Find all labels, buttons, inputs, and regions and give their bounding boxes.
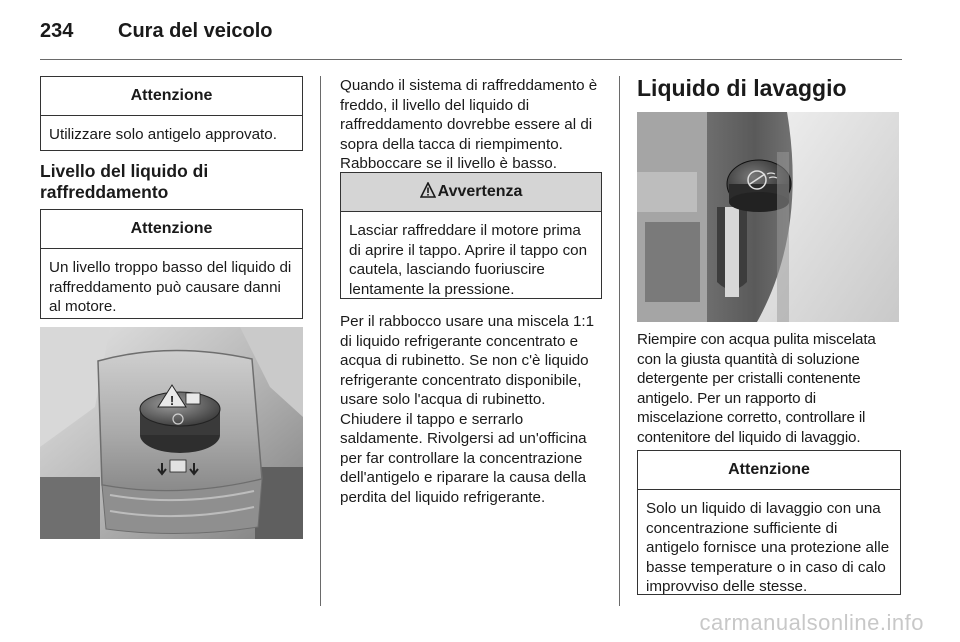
site-credit: carmanualsonline.info — [699, 610, 924, 635]
notice-box-antifreeze — [40, 76, 303, 151]
warning-icon — [420, 182, 436, 198]
notice-body: Utilizzare solo antigelo approvato. — [49, 126, 277, 143]
notice-body: Solo un liquido di lavaggio con una concentrazione sufficiente di antigelo fornisce una protezione alle basse temperature o in caso di calo improvviso delle stesse. — [646, 500, 890, 595]
column-left — [40, 76, 303, 315]
section-title-washer: Liquido di lavaggio — [637, 75, 847, 101]
coolant-reservoir-illustration — [40, 327, 303, 539]
warning-body: Lasciar raffreddare il motore prima di aprire il tappo. Aprire il tappo con cautela, lasciando fuoriuscire lentamente la pressione. — [349, 222, 588, 298]
notice-body: Un livello troppo basso del liquido di raffreddamento può causare danni al motore. — [49, 259, 292, 315]
warning-box — [340, 172, 602, 299]
column-right — [637, 74, 901, 102]
warning-heading-text: Avvertenza — [437, 183, 523, 200]
washer-paragraph: Riempire con acqua pulita miscelata con la giusta quantità di soluzione detergente per cristalli contenente antigelo. Per un rapporto di miscelazione corretto, controllare il contenitore del liquido di lavaggio. — [637, 331, 876, 446]
column-right-text — [637, 330, 901, 595]
page-number: 234 — [40, 20, 74, 42]
svg-text:!: ! — [169, 393, 175, 408]
notice-box-coolant-level — [40, 209, 303, 319]
notice-heading: Attenzione — [638, 451, 900, 490]
washer-reservoir-illustration — [637, 112, 899, 322]
column-middle — [340, 76, 602, 506]
section-title-coolant: Livello del liquido di raffreddamento — [40, 161, 209, 202]
washer-reservoir-photo — [637, 112, 899, 322]
notice-heading: Attenzione — [41, 77, 302, 116]
warning-heading — [341, 173, 601, 212]
page-title: Cura del veicolo — [118, 20, 273, 42]
header-divider — [40, 59, 902, 60]
coolant-reservoir-photo — [40, 327, 303, 539]
refill-paragraph: Per il rabbocco usare una miscela 1:1 di liquido refrigerante concentrato e acqua di rubinetto. Se non c'è liquido refrigerante concentrato disponibile, usare solo l'acqua di rubinetto. Chiudere il tappo e serrarlo saldamente. Rivolgersi ad un'officina per far controllare la concentrazione dell'antigelo e riparare la causa della perdita del liquido refrigerante. — [340, 313, 595, 506]
column-divider-2 — [619, 76, 620, 606]
notice-box-washer — [637, 450, 901, 595]
coolant-level-paragraph: Quando il sistema di raffreddamento è freddo, il livello del liquido di raffreddamento dovrebbe essere al di sopra della tacca di riempimento. Rabboccare se il livello è basso. — [340, 77, 598, 172]
notice-heading: Attenzione — [41, 210, 302, 249]
column-divider-1 — [320, 76, 321, 606]
